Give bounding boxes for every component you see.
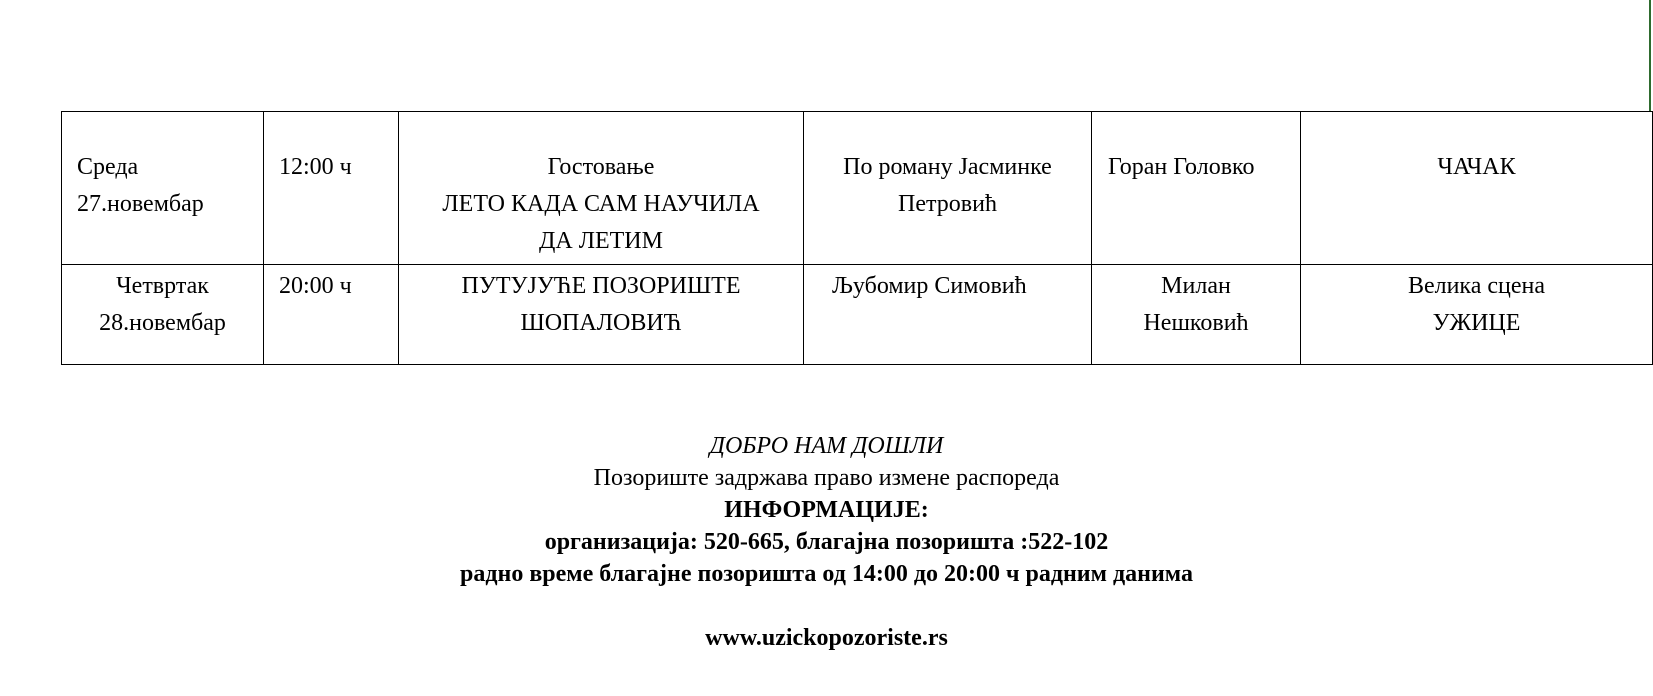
time-cell	[264, 112, 399, 265]
schedule-notice: Позориште задржава право измене распореда	[593, 465, 1060, 491]
title-line: ПУТУЈУЋЕ ПОЗОРИШТЕ	[461, 273, 741, 299]
day-name: Среда	[77, 154, 139, 180]
time-cell	[264, 265, 399, 365]
title-line: Гостовање	[547, 154, 655, 180]
director-cell	[1092, 265, 1301, 365]
author-line: По роману Јасминке	[843, 154, 1052, 180]
director-line: Горан Головко	[1108, 154, 1255, 180]
page-edge-line	[1649, 0, 1651, 111]
director-line: Нешковић	[1143, 310, 1249, 336]
box-office-hours: радно време благајне позоришта од 14:00 до 20:00 ч радним данима	[460, 561, 1193, 587]
schedule-table	[61, 111, 1653, 365]
venue-line: ЧАЧАК	[1437, 154, 1516, 180]
title-line: ШОПАЛОВИЋ	[520, 310, 682, 336]
venue-line: Велика сцена	[1407, 273, 1546, 299]
author-cell	[804, 265, 1092, 365]
director-line: Милан	[1161, 273, 1231, 299]
title-cell	[399, 265, 804, 365]
day-name: Четвртак	[116, 273, 209, 299]
table-row	[62, 112, 1653, 265]
show-time: 20:00 ч	[279, 273, 352, 299]
author-line: Петровић	[898, 191, 997, 217]
venue-cell	[1301, 265, 1653, 365]
website-link[interactable]: www.uzickopozoriste.rs	[705, 625, 948, 651]
title-cell	[399, 112, 804, 265]
day-cell	[62, 112, 264, 265]
spacer	[0, 590, 1653, 622]
info-heading: ИНФОРМАЦИЈЕ:	[724, 497, 929, 523]
author-cell	[804, 112, 1092, 265]
venue-line: УЖИЦЕ	[1432, 310, 1521, 336]
author-line: Љубомир Симовић	[832, 273, 1027, 299]
show-time: 12:00 ч	[279, 154, 352, 180]
contact-phones: организација: 520-665, благајна позоришта :522-102	[544, 529, 1109, 555]
day-cell	[62, 265, 264, 365]
title-line: ЛЕТО КАДА САМ НАУЧИЛА	[442, 191, 760, 217]
venue-cell	[1301, 112, 1653, 265]
footer-info	[0, 430, 1653, 654]
table-row	[62, 265, 1653, 365]
day-date: 28.новембар	[99, 310, 226, 336]
title-line: ДА ЛЕТИМ	[539, 228, 663, 254]
day-date: 27.новембар	[77, 191, 204, 217]
director-cell	[1092, 112, 1301, 265]
welcome-text: ДОБРО НАМ ДОШЛИ	[709, 433, 944, 459]
